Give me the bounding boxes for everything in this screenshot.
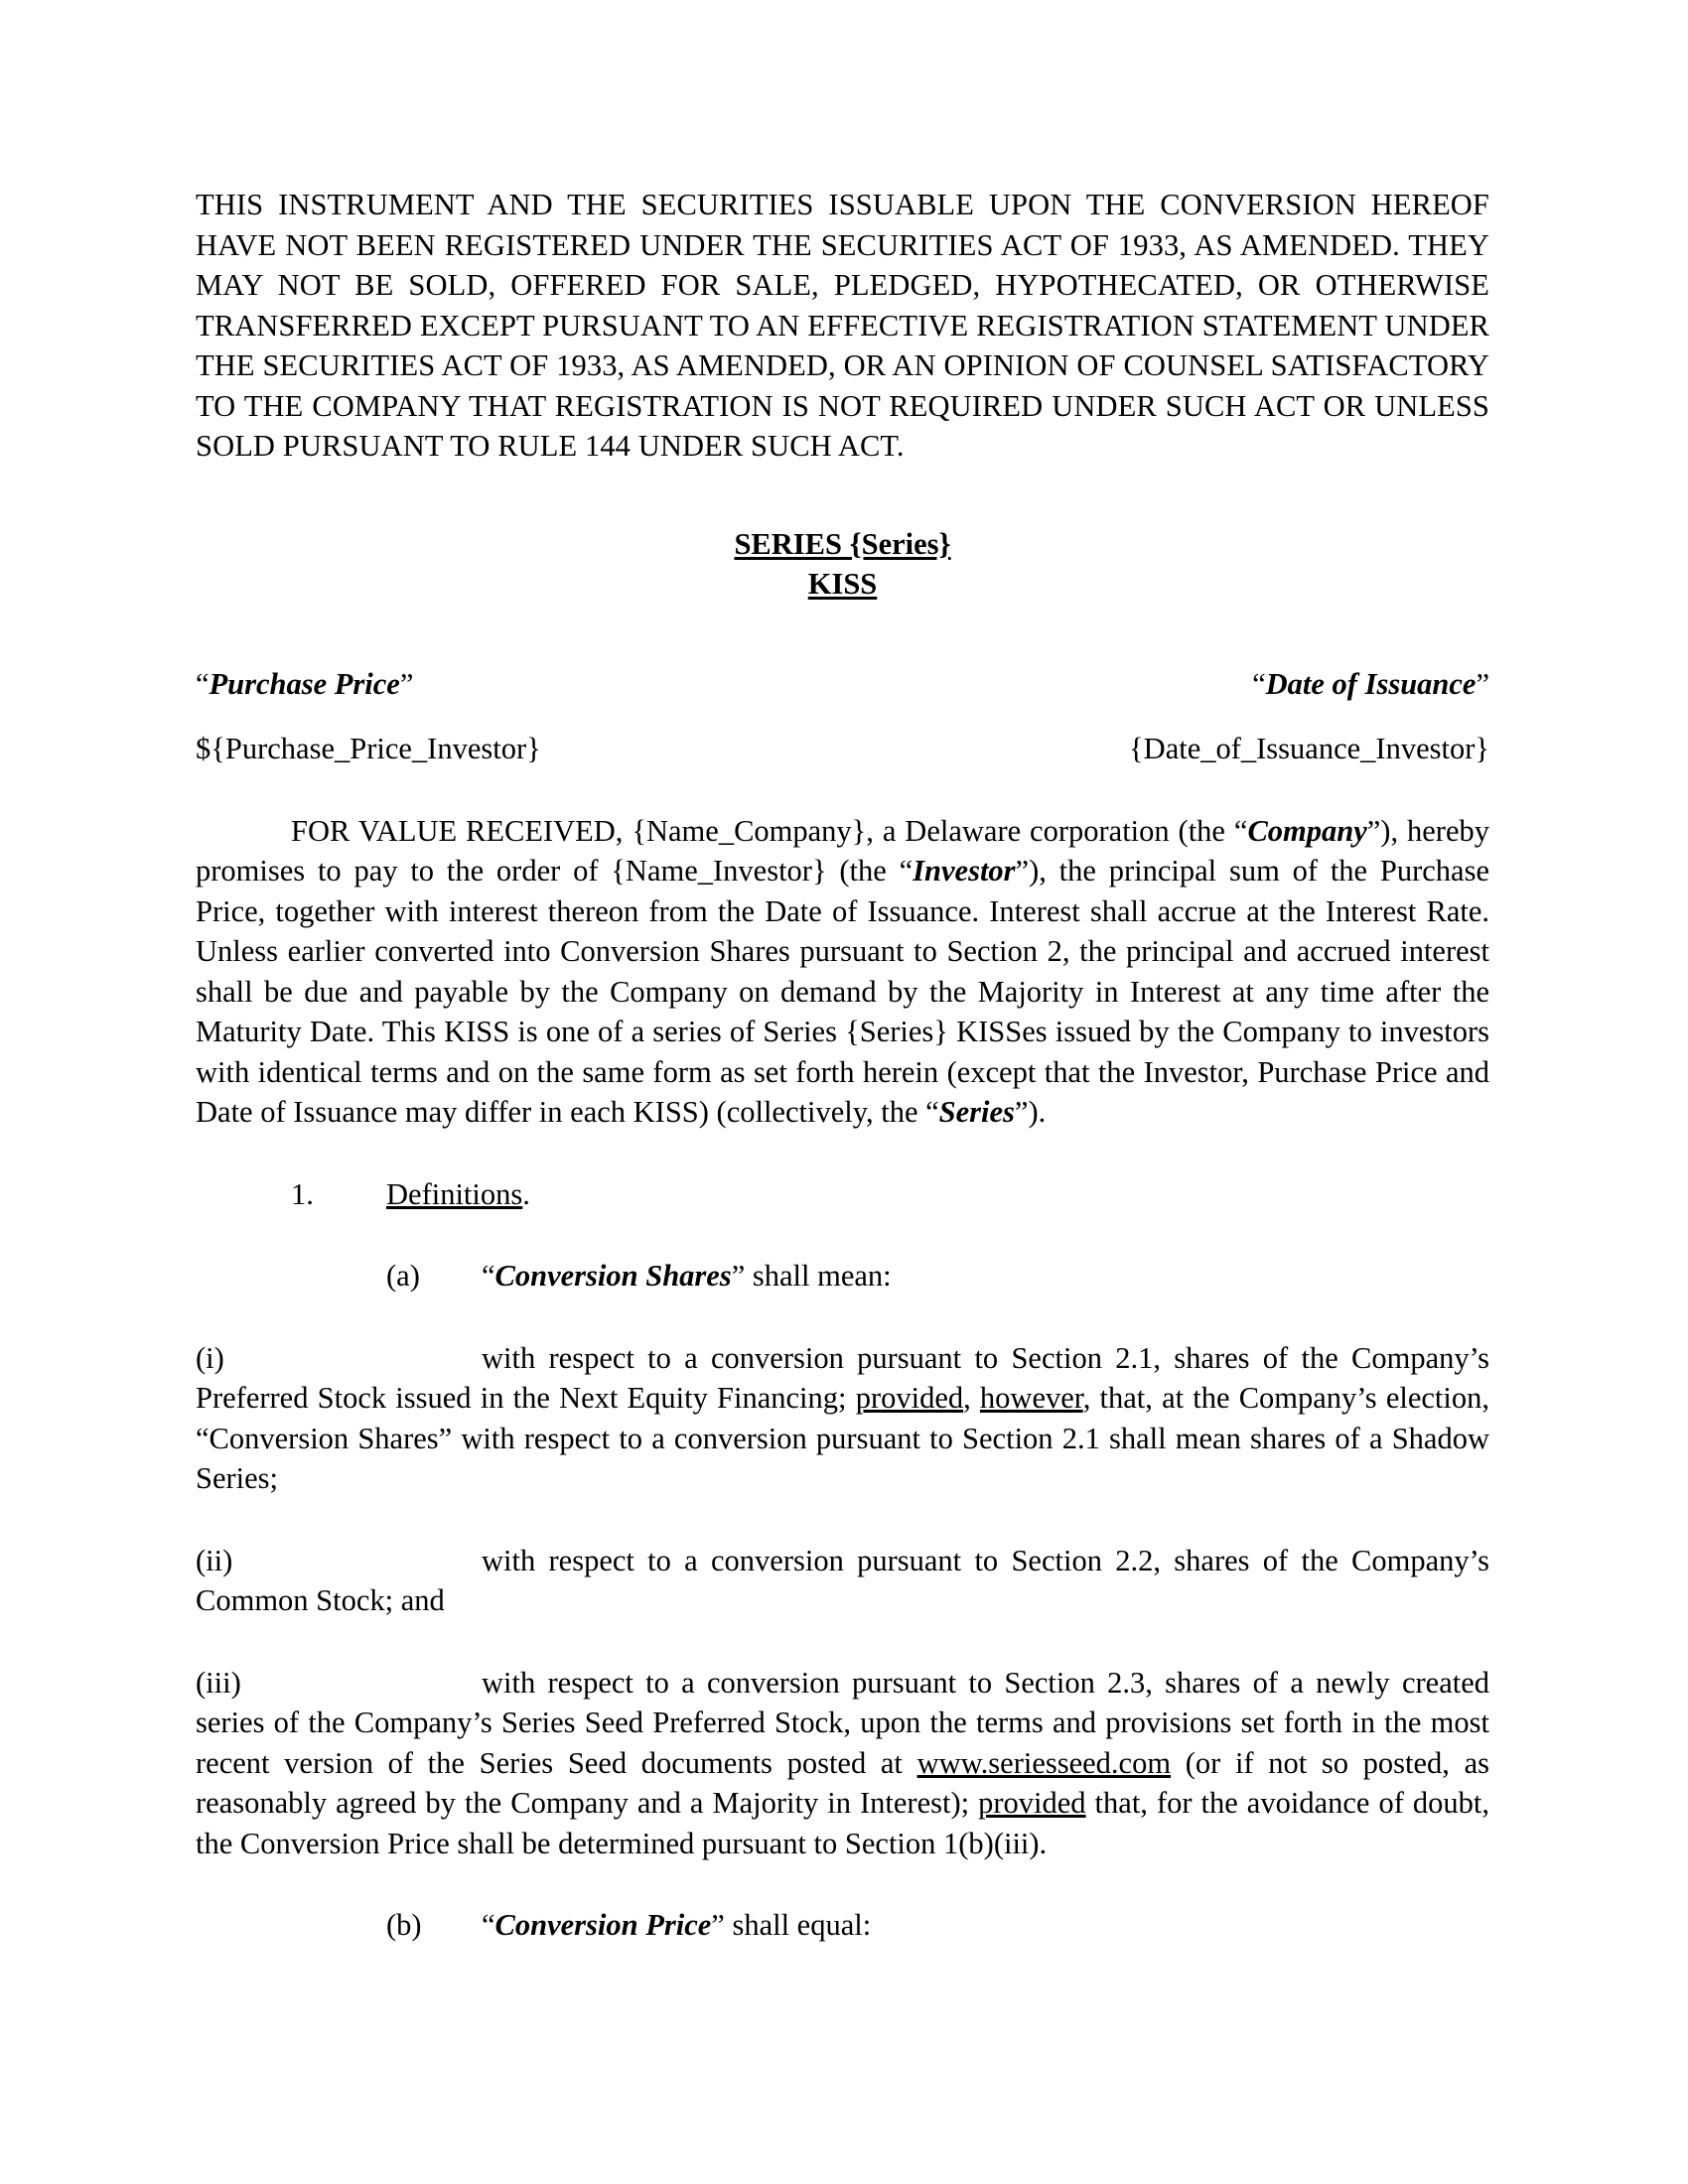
item-a bbox=[196, 1256, 1489, 1297]
purchase-price-label bbox=[196, 664, 413, 705]
open-quote: “ bbox=[196, 666, 210, 701]
section-1-number: 1. bbox=[291, 1176, 314, 1211]
defined-term-conversion-price: Conversion Price bbox=[494, 1908, 712, 1942]
item-b-marker: (b) bbox=[386, 1908, 422, 1942]
preamble-seg-3: ”), the principal sum of the Purchase Price, together with interest thereon from the Date of Issuance. Interest shall accrue at the Interest Rate. Unless earlier converted into Conversion Shares pursuant to Section 2, the principal and accrued interest shall be due and payable by the Company on demand by the Majority in Interest at any time after the Maturity Date. This KISS is one of a series of Series {Series} KISSes issued by the Company to investors with identical terms and on the same form as set forth herein (except that the Investor, Purchase Price and Date of Issuance may differ in each KISS) (collectively, the “ bbox=[196, 854, 1489, 1129]
item-a-ii-lead bbox=[196, 1541, 482, 1581]
preamble-seg-1: FOR VALUE RECEIVED, {Name_Company}, a Delaware corporation (the “ bbox=[291, 813, 1248, 848]
defined-term-company: Company bbox=[1247, 813, 1367, 848]
section-1-heading-wrap bbox=[386, 1174, 530, 1215]
open-quote: “ bbox=[482, 1908, 495, 1942]
purchase-price-term: Purchase Price bbox=[209, 666, 400, 701]
item-a-i-marker: (i) bbox=[196, 1340, 224, 1375]
close-quote: ” bbox=[1476, 666, 1489, 701]
item-a-i bbox=[196, 1338, 1489, 1499]
title-series-line: SERIES {Series} bbox=[734, 526, 951, 561]
title-kiss-line: KISS bbox=[807, 567, 878, 601]
header-labels-row bbox=[196, 664, 1489, 705]
defined-term-conversion-shares: Conversion Shares bbox=[494, 1259, 732, 1293]
date-of-issuance-term: Date of Issuance bbox=[1265, 666, 1477, 701]
underlined-provided: provided bbox=[978, 1786, 1086, 1820]
open-quote: “ bbox=[482, 1259, 495, 1293]
preamble-paragraph bbox=[196, 811, 1489, 1133]
open-quote: “ bbox=[1252, 666, 1266, 701]
date-of-issuance-label bbox=[1252, 664, 1489, 705]
preamble-seg-2: ”), hereby promises to pay to the order of {Name_Investor} (the “ bbox=[196, 813, 1489, 887]
preamble-seg-4: ”). bbox=[1014, 1095, 1047, 1129]
item-a-iii-lead bbox=[196, 1663, 482, 1704]
item-a-i-seg-2: , bbox=[963, 1381, 980, 1415]
close-quote: ” bbox=[399, 666, 414, 701]
section-1-heading-period: . bbox=[522, 1176, 530, 1211]
seriesseed-link[interactable]: www.seriesseed.com bbox=[916, 1745, 1172, 1780]
securities-legend: THIS INSTRUMENT AND THE SECURITIES ISSUABLE UPON THE CONVERSION HEREOF HAVE NOT BEEN REGISTERED UNDER THE SECURITIES ACT OF 1933, AS AMENDED. THEY MAY NOT BE SOLD, OFFERED FOR SALE, PLEDGED, HYPOTHECATED, OR OTHERWISE TRANSFERRED EXCEPT PURSUANT TO AN EFFECTIVE REGISTRATION STATEMENT UNDER THE SECURITIES ACT OF 1933, AS AMENDED, OR AN OPINION OF COUNSEL SATISFACTORY TO THE COMPANY THAT REGISTRATION IS NOT REQUIRED UNDER SUCH ACT OR UNLESS SOLD PURSUANT TO RULE 144 UNDER SUCH ACT. bbox=[196, 188, 1489, 463]
defined-term-investor: Investor bbox=[913, 854, 1016, 887]
section-1-definitions bbox=[196, 1174, 1489, 1215]
item-a-ii-text: with respect to a conversion pursuant to Section 2.2, shares of the Company’s Common Stock; and bbox=[196, 1543, 1489, 1617]
item-a-iii-marker: (iii) bbox=[196, 1665, 241, 1700]
item-a-iii bbox=[196, 1663, 1489, 1864]
item-a-i-seg-3: , that, at the Company’s election, “Conversion Shares” with respect to a conversion pursuant to Section 2.1 shall mean shares of a Shadow Series; bbox=[196, 1381, 1489, 1495]
item-a-iii-seg-1: with respect to a conversion pursuant to Section 2.3, shares of a newly created series of the Company’s Series Seed Preferred Stock, upon the terms and provisions set forth in the most recent version of the Series Seed documents posted at bbox=[196, 1665, 1489, 1780]
date-of-issuance-value: {Date_of_Issuance_Investor} bbox=[1129, 732, 1489, 765]
close-quote: ” bbox=[731, 1259, 746, 1293]
item-b-text bbox=[482, 1905, 871, 1946]
section-1-heading: Definitions bbox=[386, 1176, 523, 1211]
item-a-iii-seg-2: (or if not so posted, as reasonably agreed by the Company and a Majority in Interest); bbox=[196, 1745, 1490, 1820]
underlined-provided: provided bbox=[855, 1381, 964, 1415]
item-a-ii bbox=[196, 1541, 1489, 1621]
header-values-row bbox=[196, 729, 1489, 769]
item-b bbox=[196, 1905, 1489, 1946]
document-content bbox=[196, 185, 1489, 1946]
document-title bbox=[196, 524, 1489, 605]
item-b-tail: shall equal: bbox=[724, 1908, 872, 1942]
item-a-ii-marker: (ii) bbox=[196, 1543, 233, 1577]
close-quote: ” bbox=[711, 1908, 725, 1942]
item-a-i-lead bbox=[196, 1338, 482, 1379]
item-a-i-seg-1: with respect to a conversion pursuant to Section 2.1, shares of the Company’s Preferred Stock issued in the Next Equity Financing; bbox=[196, 1340, 1489, 1415]
defined-term-series: Series bbox=[938, 1095, 1015, 1129]
underlined-however: however bbox=[979, 1381, 1083, 1415]
item-a-iii-seg-3: that, for the avoidance of doubt, the Conversion Price shall be determined pursuant to Section 1(b)(iii). bbox=[196, 1786, 1489, 1860]
purchase-price-value: ${Purchase_Price_Investor} bbox=[196, 732, 541, 765]
item-a-marker: (a) bbox=[386, 1259, 420, 1293]
item-a-text bbox=[482, 1256, 892, 1297]
item-a-tail: shall mean: bbox=[745, 1259, 892, 1293]
